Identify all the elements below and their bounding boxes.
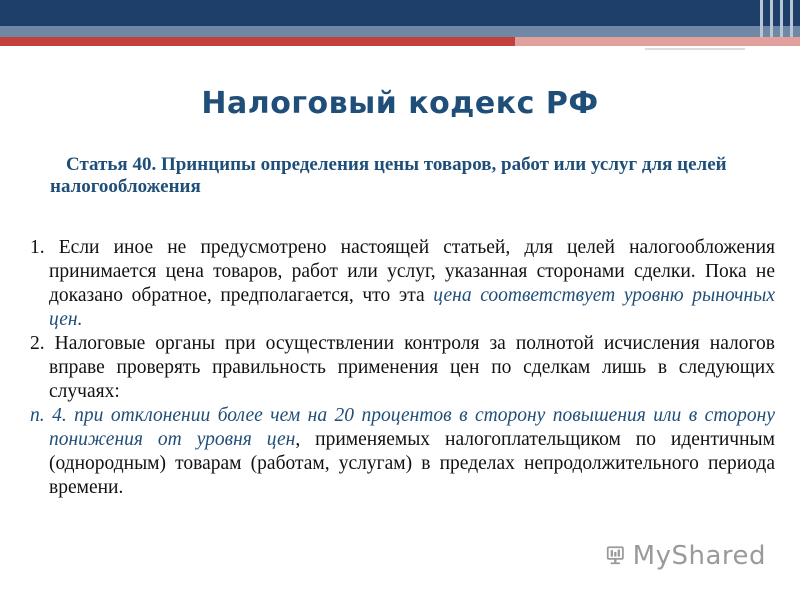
paragraph-3: [30, 404, 775, 500]
paragraph-1-end: .: [77, 309, 83, 330]
article-heading: Статья 40. Принципы определения цены товаров, работ или услуг для целей налогообложения: [50, 154, 727, 197]
slide-title: Налоговый кодекс РФ: [201, 86, 599, 121]
header-thin-line: [645, 48, 745, 50]
header-stripe: [770, 0, 773, 37]
header-stripe: [760, 0, 763, 37]
header-bar-slate: [0, 26, 800, 37]
watermark-text: MyShared: [632, 541, 766, 571]
paragraph-1: [30, 236, 775, 332]
paragraph-1-highlight: цена соответствует уровню рыночных цен: [49, 285, 775, 330]
paragraph-3-text: , применяемых налогоплательщиком по идентичным (однородным) товарам (работам, услугам) в пределах непродолжительного периода времени.: [49, 429, 775, 498]
paragraph-1-text: 1. Если иное не предусмотрено настоящей статьей, для целей налогообложения принимается цена товаров, работ или услуг, указанная сторонами сделки. Пока не доказано обратное, предполагается, что эта: [30, 237, 775, 306]
paragraph-2: 2. Налоговые органы при осуществлении контроля за полнотой исчисления налогов вправе проверять правильность применения цен по сделкам лишь в следующих случаях:: [30, 333, 775, 402]
myshared-logo-icon: [606, 539, 625, 573]
header-bar-red-light: [515, 37, 800, 46]
article-body: [30, 236, 775, 500]
header-stripe: [780, 0, 783, 37]
header-bar-navy: [0, 0, 800, 26]
watermark-logo: [606, 536, 766, 576]
paragraph-3-highlight: п. 4. при отклонении более чем на 20 процентов в сторону повышения или в сторону понижения от уровня цен: [30, 405, 775, 450]
header-stripe: [790, 0, 793, 37]
